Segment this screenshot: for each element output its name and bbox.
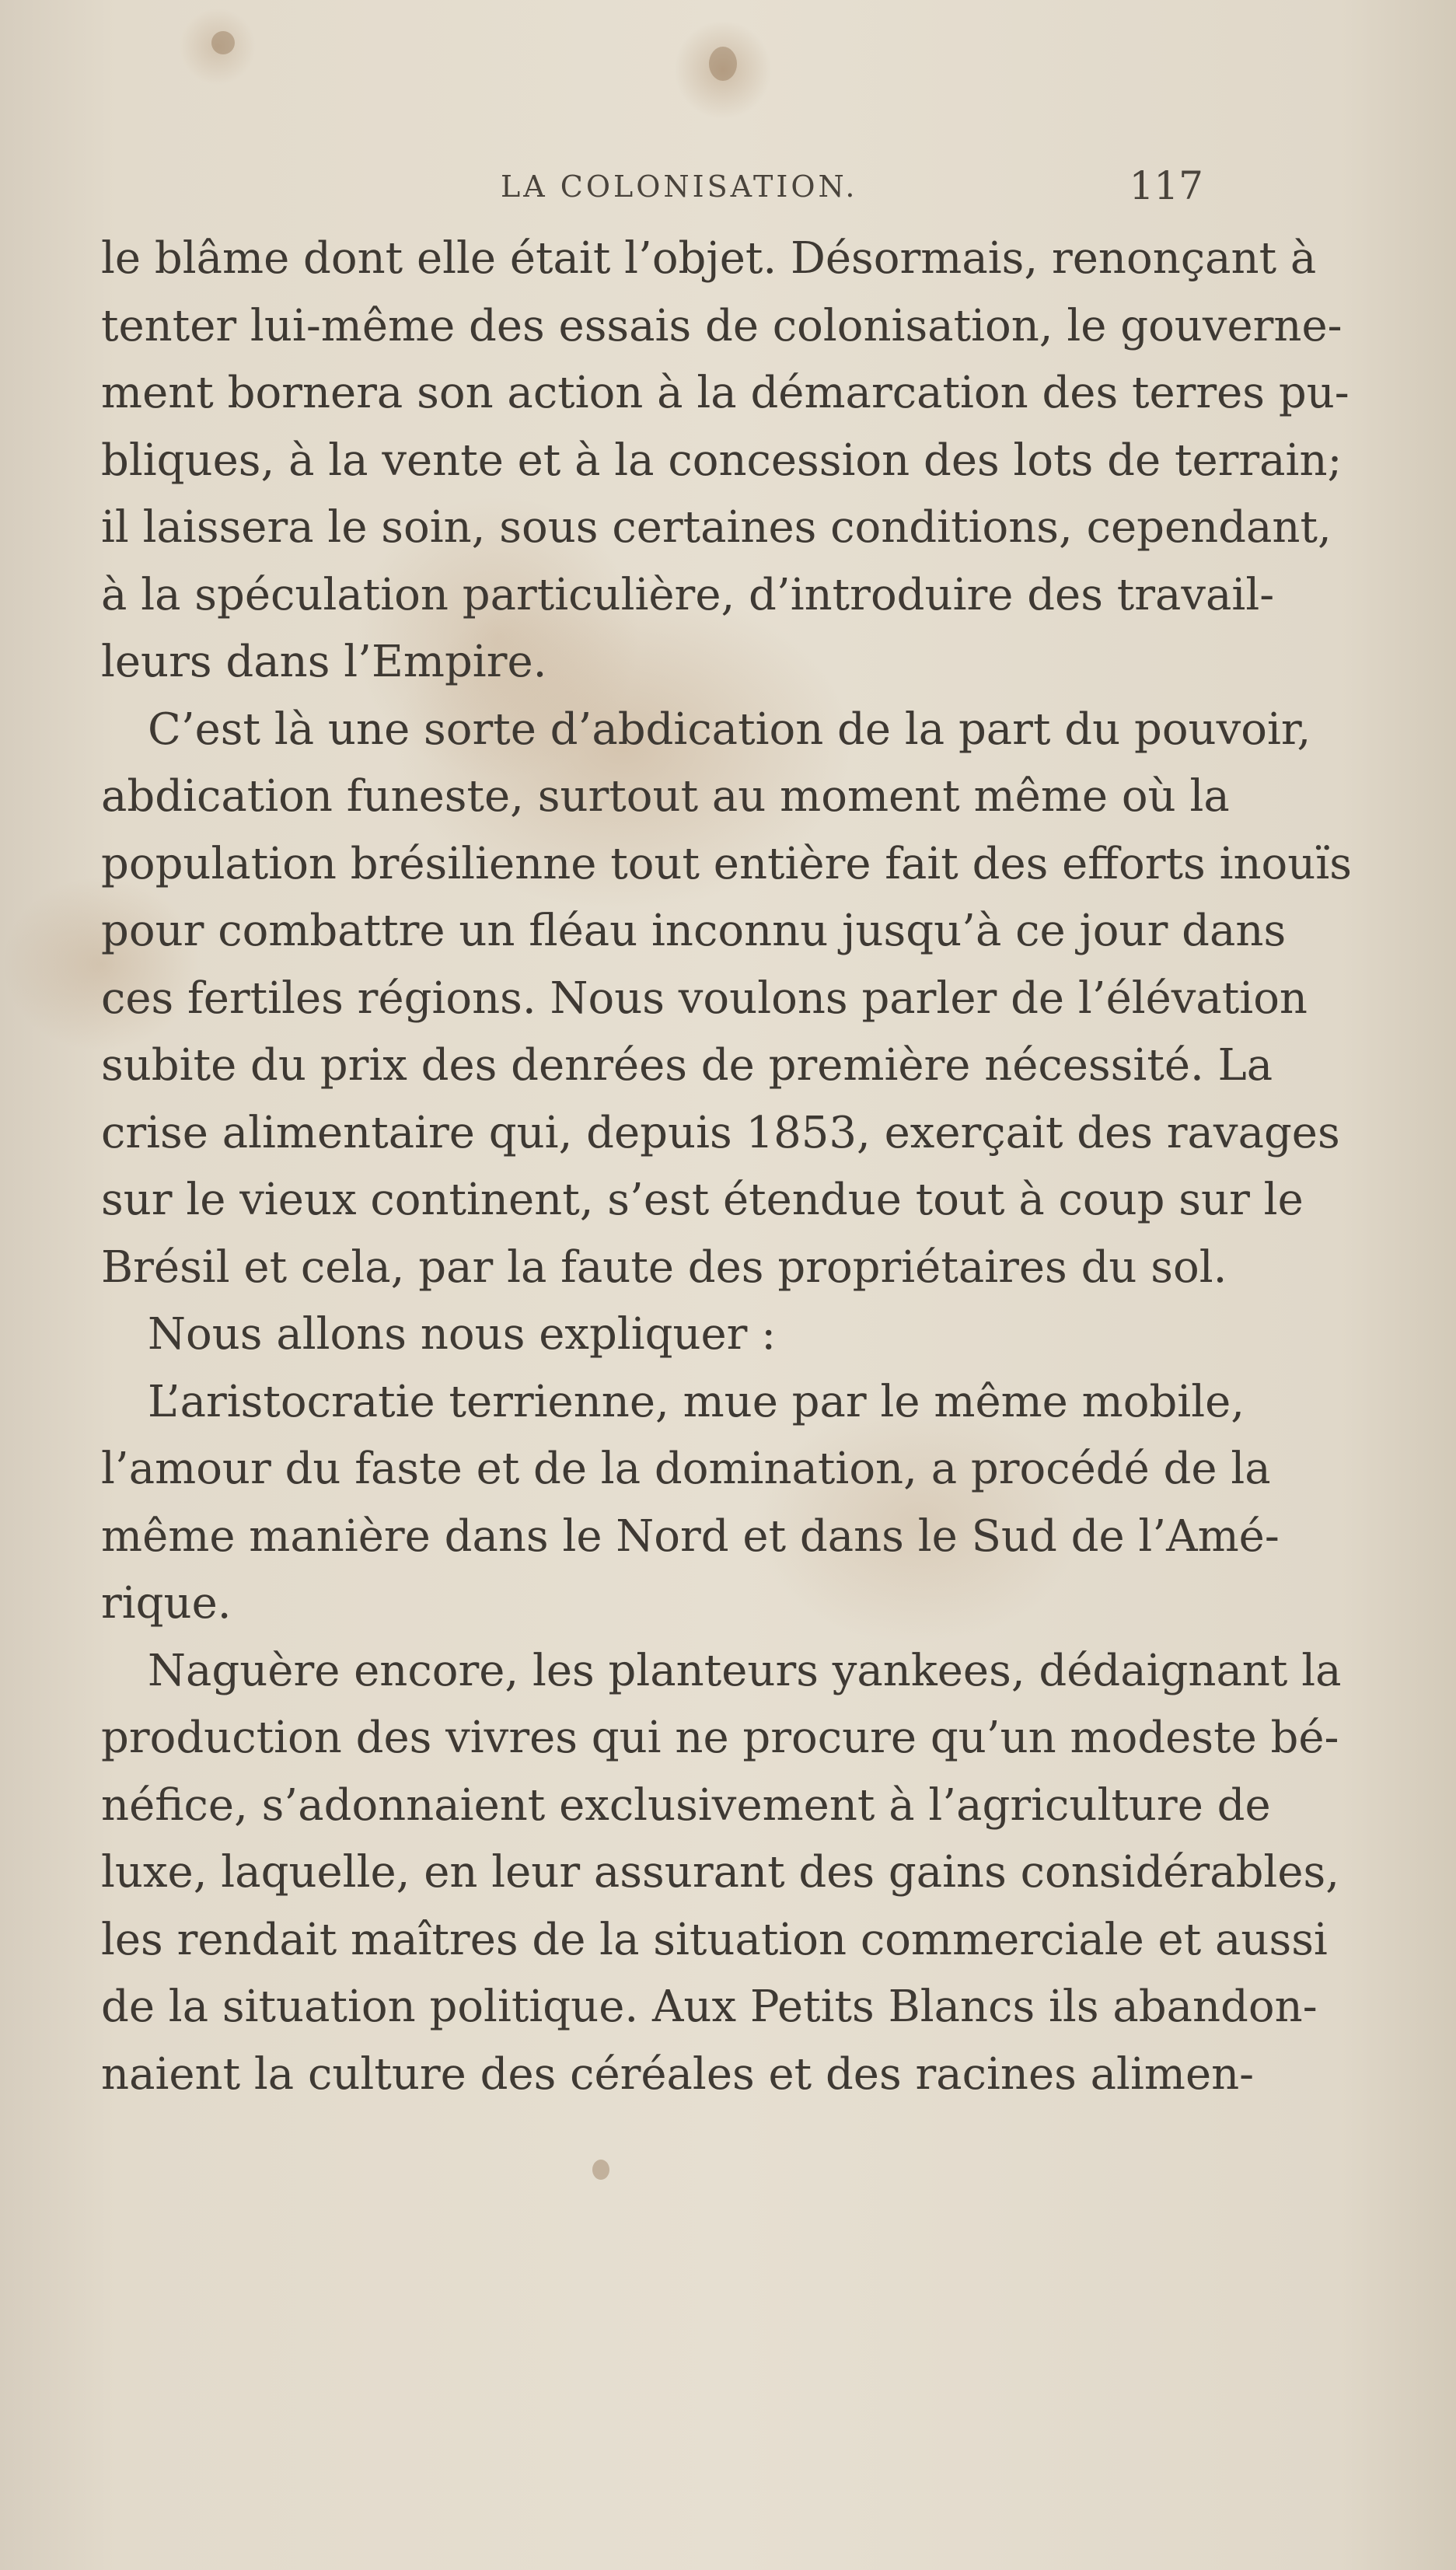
text-line: C’est là une sorte d’abdication de la part du pouvoir, <box>148 704 1311 755</box>
text-line: crise alimentaire qui, depuis 1853, exerçait des ravages <box>101 1107 1340 1158</box>
text-line: pour combattre un fléau inconnu jusqu’à ce jour dans <box>101 906 1287 956</box>
text-line: tenter lui-même des essais de colonisation, le gouverne- <box>101 300 1343 351</box>
ink-blot <box>709 47 737 81</box>
text-line: luxe, laquelle, en leur assurant des gains considérables, <box>101 1847 1340 1898</box>
body-text <box>101 225 1352 2108</box>
text-line: naient la culture des céréales et des racines alimen- <box>101 2048 1255 2100</box>
ink-blot <box>592 2160 609 2180</box>
ink-blot <box>211 31 235 54</box>
text-line: les rendait maîtres de la situation commerciale et aussi <box>101 1914 1328 1965</box>
text-line: Nous allons nous expliquer : <box>148 1309 777 1360</box>
text-line: subite du prix des denrées de première nécessité. La <box>101 1040 1273 1091</box>
text-line: L’aristocratie terrienne, mue par le même mobile, <box>148 1376 1245 1427</box>
text-line: production des vivres qui ne procure qu’un modeste bé- <box>101 1713 1339 1763</box>
text-line: l’amour du faste et de la domination, a procédé de la <box>101 1444 1271 1494</box>
running-title: LA COLONISATION. <box>501 169 858 204</box>
text-line: il laissera le soin, sous certaines conditions, cependant, <box>101 502 1332 553</box>
running-head <box>109 163 1203 216</box>
text-line: néfice, s’adonnaient exclusivement à l’agriculture de <box>101 1779 1271 1831</box>
text-line: rique. <box>101 1578 232 1629</box>
text-line: ces fertiles régions. Nous voulons parler de l’élévation <box>101 972 1308 1024</box>
text-line: ment bornera son action à la démarcation des terres pu- <box>101 368 1350 418</box>
page-number: 117 <box>1129 163 1203 208</box>
text-line: Brésil et cela, par la faute des propriétaires du sol. <box>101 1241 1227 1293</box>
text-line: Naguère encore, les planteurs yankees, dédaignant la <box>148 1645 1342 1696</box>
text-line: abdication funeste, surtout au moment même où la <box>101 771 1230 822</box>
text-line: à la spéculation particulière, d’introduire des travail- <box>101 569 1275 620</box>
text-line: leurs dans l’Empire. <box>101 637 547 687</box>
text-line: sur le vieux continent, s’est étendue tout à coup sur le <box>101 1175 1304 1225</box>
text-line: même manière dans le Nord et dans le Sud de l’Amé- <box>101 1510 1280 1562</box>
text-line: bliques, à la vente et à la concession des lots de terrain; <box>101 435 1343 486</box>
text-line: population brésilienne tout entière fait des efforts inouïs <box>101 838 1352 889</box>
text-line: le blâme dont elle était l’objet. Désormais, renonçant à <box>101 233 1317 284</box>
text-line: de la situation politique. Aux Petits Blancs ils abandon- <box>101 1982 1318 2032</box>
